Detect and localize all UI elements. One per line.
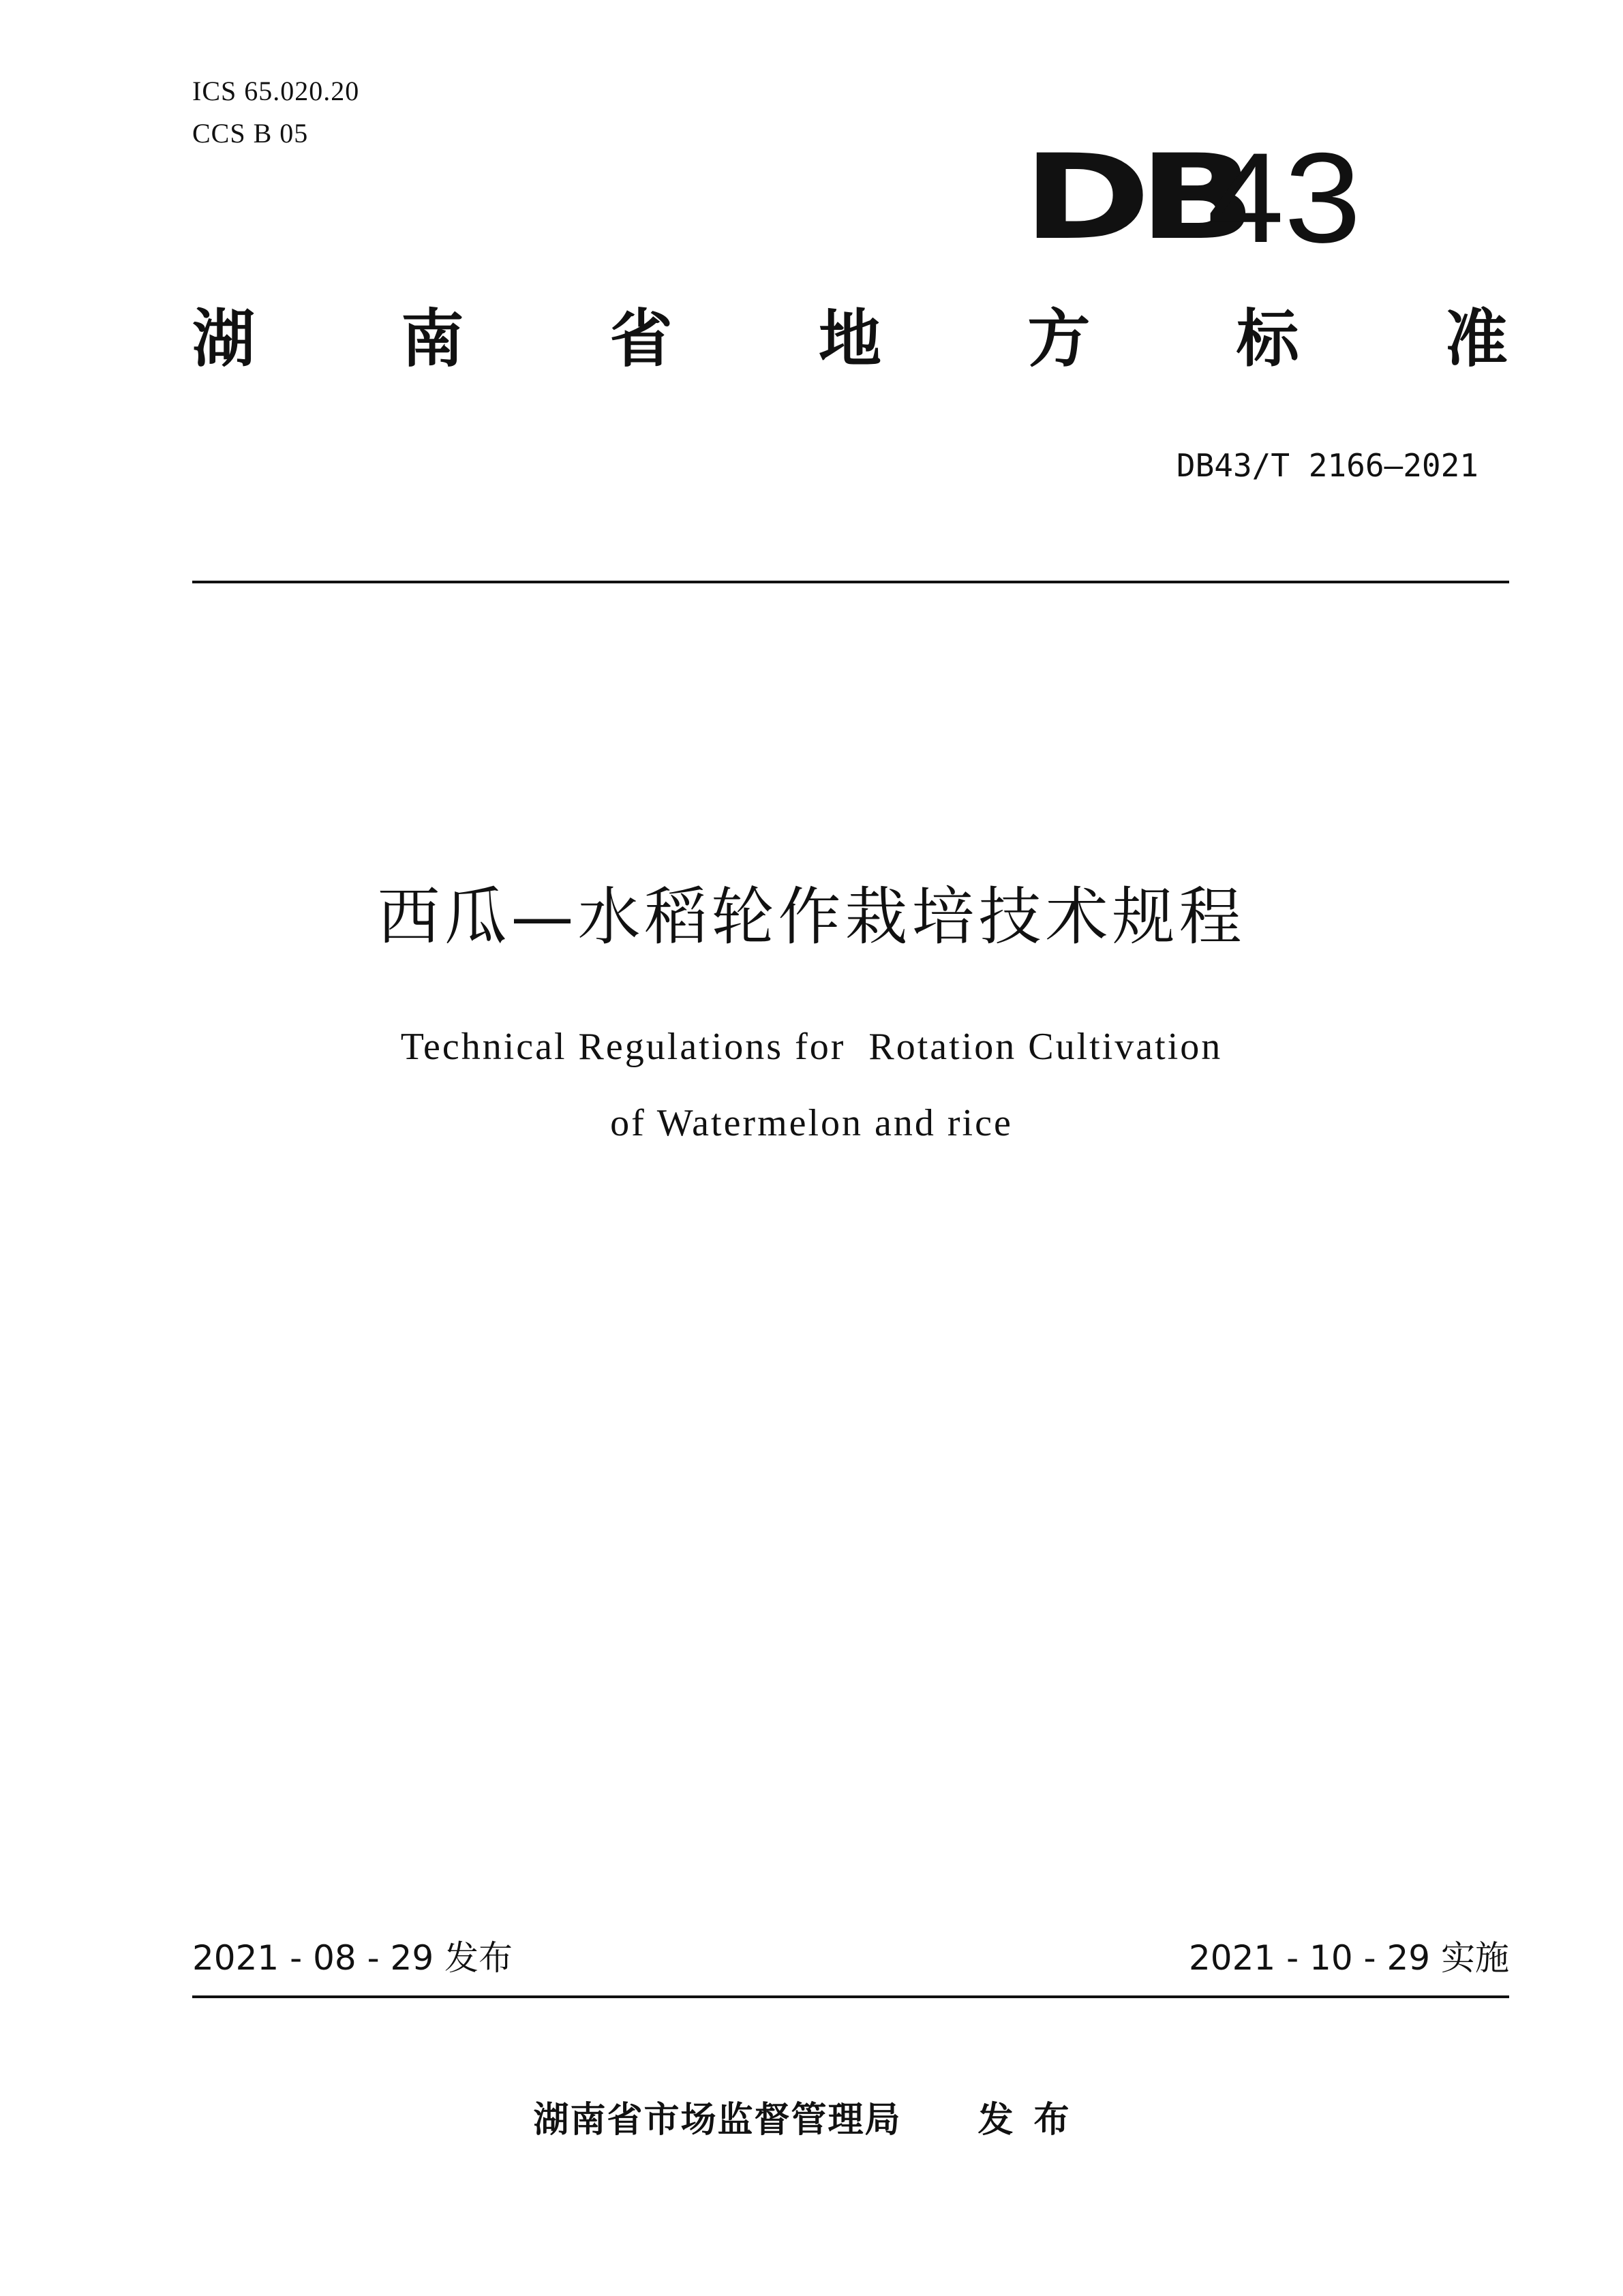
standard-type-char: 地 bbox=[818, 303, 881, 376]
standard-type-char: 方 bbox=[1027, 303, 1091, 376]
standard-type-char: 准 bbox=[1444, 303, 1508, 376]
standard-type-char: 标 bbox=[1236, 303, 1299, 376]
document-title-english-line1: Technical Regulations for Rotation Cultivation bbox=[400, 1026, 1223, 1068]
standard-type-char: 南 bbox=[401, 303, 464, 376]
ccs-code: CCS B 05 bbox=[192, 118, 309, 149]
standard-type-heading bbox=[192, 303, 1508, 376]
logo-db-text: DB bbox=[1022, 129, 1244, 266]
bottom-divider bbox=[192, 1995, 1509, 1998]
document-title-english-line2: of Watermelon and rice bbox=[610, 1102, 1013, 1144]
db43-logo bbox=[1022, 126, 1361, 269]
publisher-name: 湖南省市场监督管理局 bbox=[533, 2100, 902, 2141]
release-date: 2021 - 08 - 29 发布 bbox=[192, 1938, 513, 1978]
implementation-date: 2021 - 10 - 29 实施 bbox=[1188, 1938, 1509, 1978]
standard-code: DB43/T 2166—2021 bbox=[1176, 447, 1478, 484]
ics-code: ICS 65.020.20 bbox=[192, 76, 360, 106]
dates-row bbox=[192, 1938, 1509, 1978]
standard-type-char: 湖 bbox=[192, 303, 256, 376]
logo-number: 43 bbox=[1207, 126, 1361, 269]
publisher-line bbox=[0, 2100, 1623, 2141]
publisher-action: 发布 bbox=[977, 2100, 1090, 2141]
top-divider bbox=[192, 581, 1509, 583]
document-title-chinese: 西瓜—水稻轮作栽培技术规程 bbox=[377, 881, 1246, 953]
standard-type-char: 省 bbox=[609, 303, 673, 376]
